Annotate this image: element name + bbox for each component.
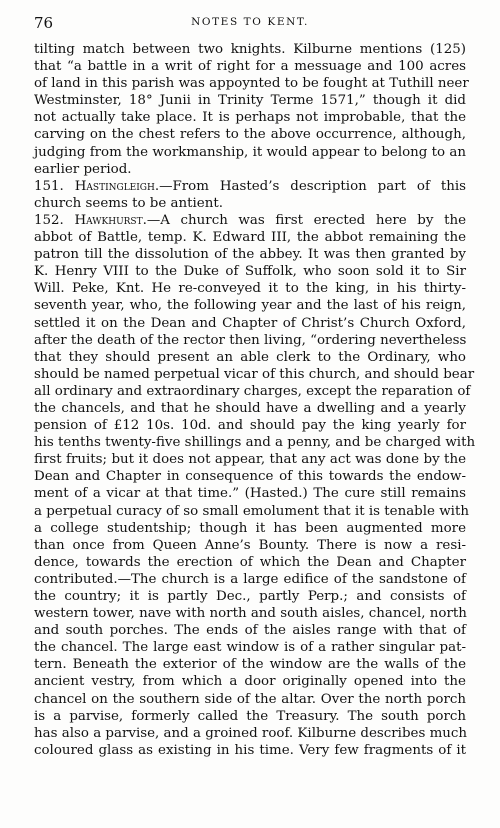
text-line: patron till the dissolution of the abbey. It was then granted by [34,247,466,263]
text-line: first fruits; but it does not appear, that any act was done by the [34,452,466,468]
text-line: Will. Peke, Knt. He re-conveyed it to the king, in his thirty- [34,281,466,297]
text-line: of land in this parish was appoynted to be fought at Tuthill neer [34,76,469,92]
text-line: dence, towards the erection of which the Dean and Chapter [34,554,466,570]
text-line: his tenths twenty-five shillings and a penny, and be charged with [34,435,476,451]
text-line: chancel on the southern side of the altar. Over the north porch [34,691,466,707]
text-line: the country; it is partly Dec., partly Perp.; and consists of [34,589,466,604]
text-line: Dean and Chapter in consequence of this towards the endow- [34,469,466,485]
text-line: carving on the chest refers to the above occurrence, although, [34,127,466,143]
text-line: settled it on the Dean and Chapter of Christ’s Church Oxford, [34,315,466,331]
text-line: ancient vestry, from which a door originally opened into the [34,674,466,690]
text-line: earlier period. [34,161,132,177]
text-line: after the death of the rector then living, “ordering nevertheless [34,332,467,348]
text-line: the chancel. The large east window is of a rather singular pat- [34,640,466,656]
text-line: tilting match between two knights. Kilburne mentions (125) [34,42,466,57]
text-line: contributed.—The church is a large edifice of the sandstone of [34,571,466,587]
text-line: all ordinary and extraordinary charges, except the reparation of [34,383,471,399]
text-line: the chancels, and that he should have a dwelling and a yearly [34,400,466,416]
text-line: judging from the workmanship, it would appear to belong to an [34,144,466,160]
text-line: a perpetual curacy of so small emolument that it is tenable with [34,503,469,519]
text-line: tern. Beneath the exterior of the window are the walls of the [34,657,466,673]
text-line: abbot of Battle, temp. K. Edward III, the abbot remaining the [34,230,466,246]
text-line: a college studentship; though it has been augmented more [34,520,466,536]
text-line: coloured glass as existing in his time. Very few fragments of it [34,742,466,758]
text-line: ment of a vicar at that time.” (Hasted.) The cure still remains [34,486,466,502]
page-header [34,14,466,36]
text-line: should be named perpetual vicar of this church, and should bear [34,366,475,382]
text-line: church seems to be antient. [34,195,223,211]
running-title: NOTES TO KENT. [191,16,309,28]
text-line: and south porches. The ends of the aisles range with that of [34,623,466,639]
text-line: western tower, nave with north and south aisles, chancel, north [34,606,467,622]
body-text [34,41,476,759]
text-line: 152. Hawkhurst.—A church was first erected here by the [34,212,466,228]
text-line: pension of £12 10s. 10d. and should pay the king yearly for [34,418,466,434]
text-line: seventh year, who, the following year and the last of his reign, [34,298,466,314]
text-line: not actually take place. It is perhaps not improbable, that the [34,110,466,126]
text-line: K. Henry VIII to the Duke of Suffolk, who soon sold it to Sir [34,264,466,280]
text-line: 151. Hastingleigh.—From Hasted’s description part of this [34,178,466,194]
text-line: has also a parvise, and a groined roof. Kilburne describes much [34,725,468,741]
text-line: is a parvise, formerly called the Treasury. The south porch [34,708,466,724]
text-line: than once from Queen Anne’s Bounty. There is now a resi- [34,537,466,553]
text-line: that they should present an able clerk to the Ordinary, who [34,349,466,365]
page-number: 76 [34,14,54,32]
text-line: that “a battle in a writ of right for a messuage and 100 acres [34,59,466,75]
text-line: Westminster, 18° Junii in Trinity Terme 1571,” though it did [34,93,466,109]
